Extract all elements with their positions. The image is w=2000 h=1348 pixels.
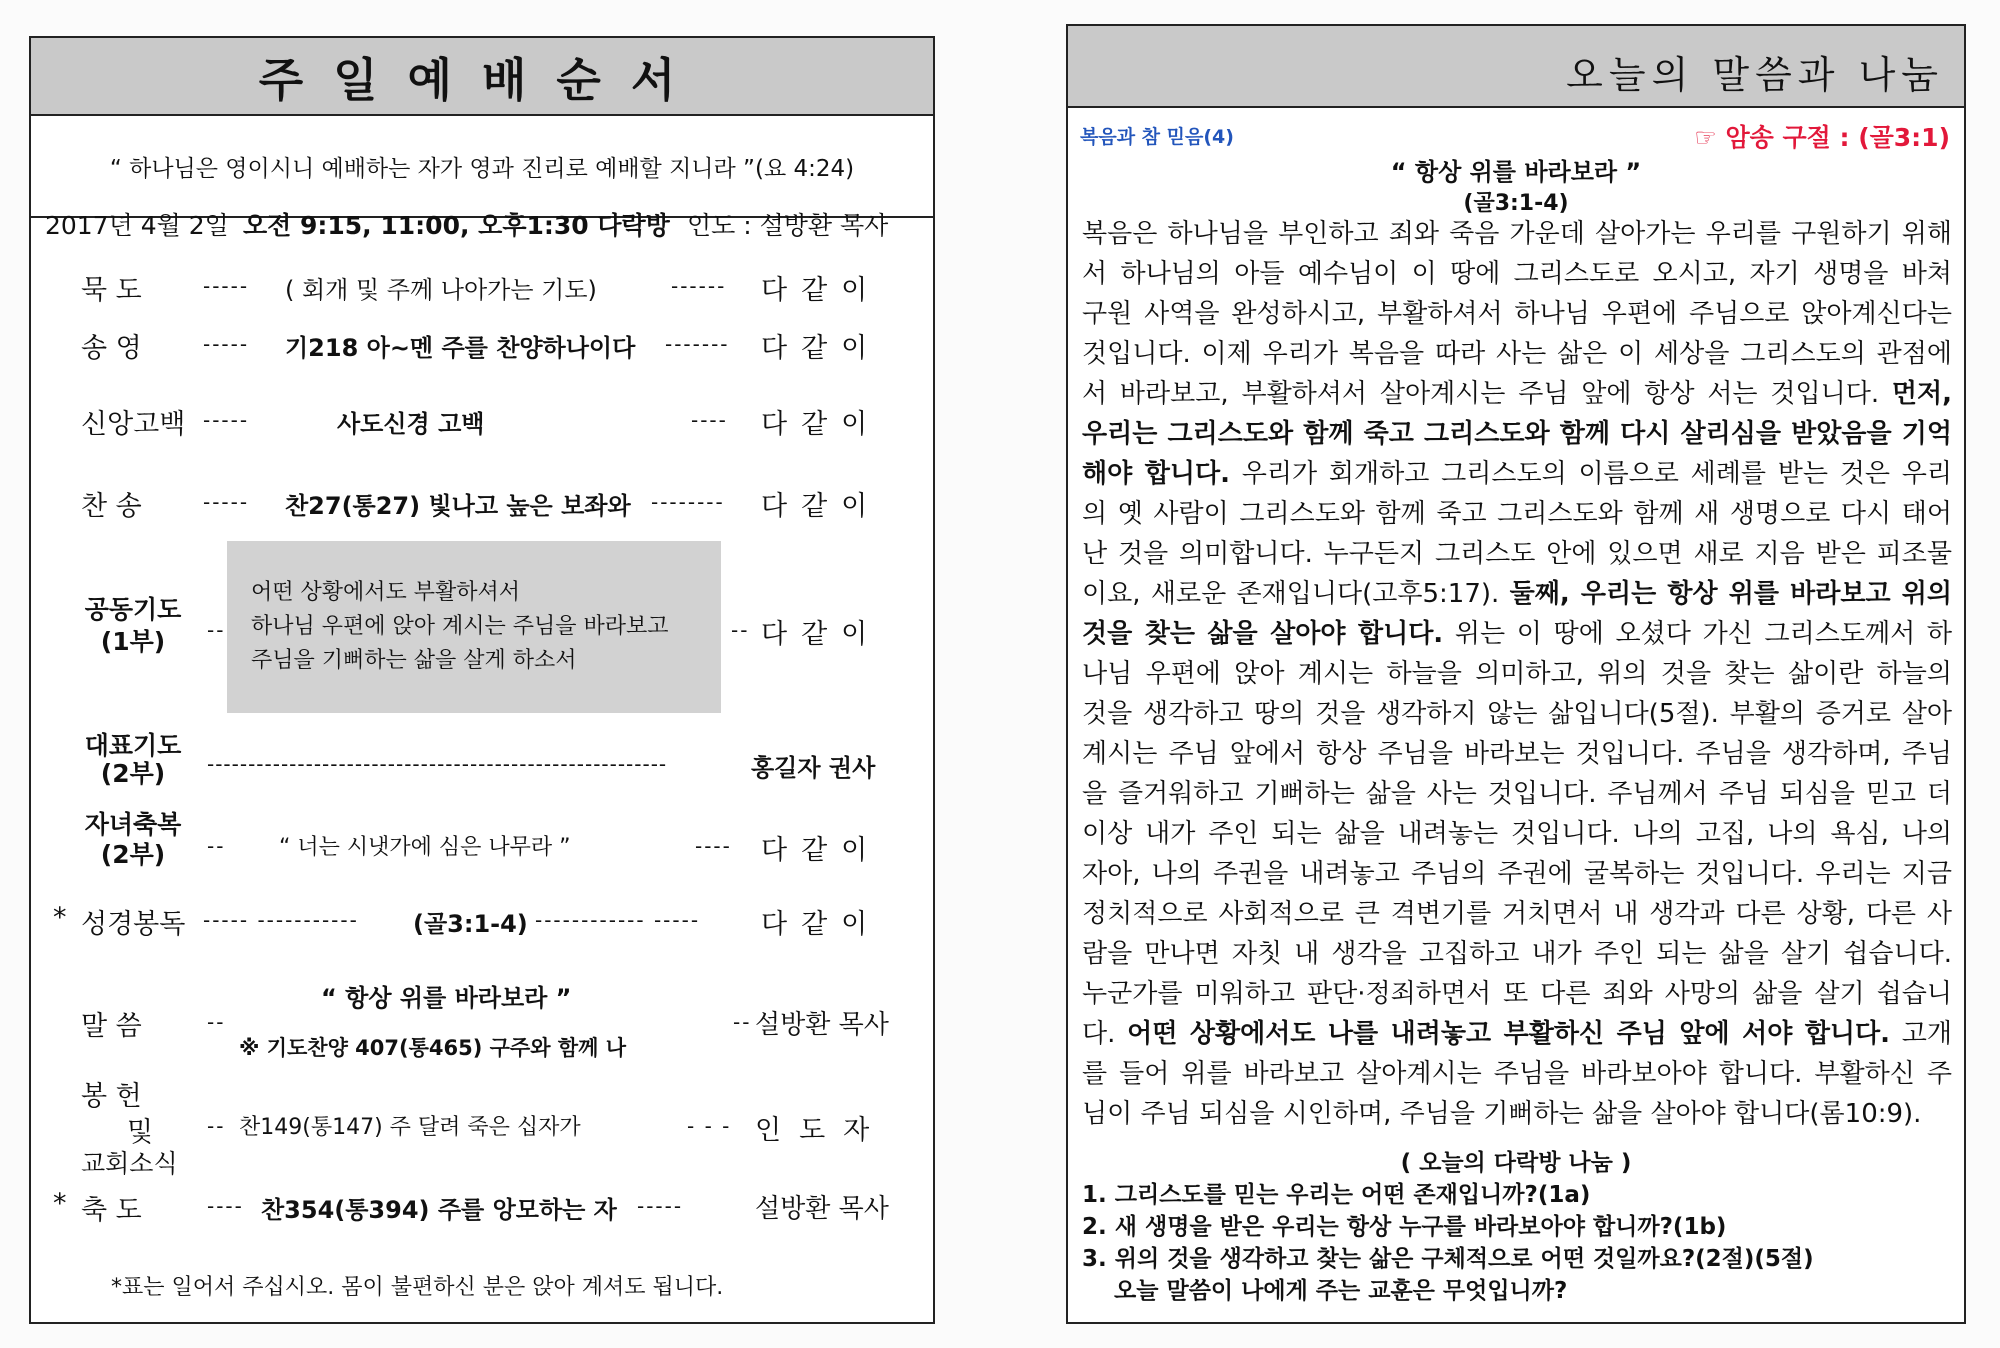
common-prayer-label: 공동기도 bbox=[84, 595, 182, 624]
dash: ---- bbox=[691, 408, 728, 432]
memory-verse: ☞ 암송 구절 : (골3:1) bbox=[1694, 123, 1950, 152]
offering-hymn: 찬149(통147) 주 달려 죽은 십자가 bbox=[239, 1115, 581, 1140]
order-label-doxology: 송 영 bbox=[81, 333, 142, 364]
order-label-offering: 봉 헌 bbox=[81, 1081, 142, 1112]
sermon-text: 어떤 상황에서도 나를 내려놓고 부활하신 주님 앞에 서야 합니다. bbox=[1127, 1019, 1891, 1049]
child-blessing-label: 자녀축복 bbox=[84, 810, 182, 839]
sermon-line bbox=[1082, 1014, 1952, 1054]
order-performer: 다같이 bbox=[761, 619, 882, 650]
common-prayer-line: 하나님 우편에 앉아 계시는 주님을 바라보고 bbox=[251, 614, 669, 639]
sermon-text: 이상 내가 주인 되는 삶을 내려놓는 것입니다. 나의 고집, 나의 욕심, 나의 bbox=[1082, 819, 1952, 849]
sermon-line bbox=[1082, 734, 1952, 774]
order-performer: 다같이 bbox=[761, 491, 882, 522]
order-label-rep-prayer bbox=[73, 732, 193, 788]
sermon-body bbox=[1082, 214, 1952, 1134]
dash: ----- bbox=[203, 274, 250, 298]
sermon-text: 서 바라보고, 부활하셔서 살아계시는 주님 앞에 항상 서는 것입니다. bbox=[1082, 379, 1892, 409]
sermon-line bbox=[1082, 694, 1952, 734]
theme-verse-box bbox=[31, 114, 933, 218]
sermon-text: 님이 주님 되심을 시인하며, 주님을 기뻐하는 삶을 살아야 합니다(롬10:9). bbox=[1082, 1099, 1922, 1129]
sermon-sharing-panel bbox=[1066, 24, 1966, 1324]
sermon-text: 고개 bbox=[1890, 1019, 1952, 1049]
dash: ----- bbox=[203, 490, 250, 514]
sermon-text: 둘째, 우리는 항상 위를 바라보고 위의 bbox=[1509, 579, 1952, 609]
service-date: 2017년 4월 2일 bbox=[45, 211, 229, 240]
sermon-text: 구원 사역을 완성하시고, 부활하셔서 하나님 우편에 주님으로 앉아계신다는 bbox=[1082, 299, 1952, 329]
dash: ----- bbox=[203, 408, 250, 432]
sermon-line bbox=[1082, 254, 1952, 294]
sermon-text: 우리는 그리스도와 함께 죽고 그리스도와 함께 다시 살리심을 받았음을 기억 bbox=[1082, 419, 1952, 449]
worship-order-header bbox=[31, 38, 933, 116]
dash: ------------ ----- bbox=[535, 908, 701, 932]
common-prayer-line: 주님을 기뻐하는 삶을 살게 하소서 bbox=[251, 648, 577, 673]
sharing-title: ( 오늘의 다락방 나눔 ) bbox=[1400, 1150, 1632, 1176]
dash: -- bbox=[207, 834, 226, 858]
sermon-line bbox=[1082, 854, 1952, 894]
dash: -------- bbox=[651, 490, 725, 514]
prayer-hymn: ※ 기도찬양 407(통465) 구주와 함께 나 bbox=[239, 1036, 626, 1060]
order-label-common-prayer bbox=[73, 594, 193, 658]
sermon-text: 누군가를 미워하고 판단·정죄하면서 또 다른 죄와 사망의 삶을 살기 쉽습니 bbox=[1082, 979, 1952, 1009]
rep-prayer-part: (2부) bbox=[100, 759, 166, 788]
order-label-silent-prayer: 묵 도 bbox=[81, 275, 142, 306]
sermon-reference: (골3:1-4) bbox=[1463, 191, 1569, 216]
common-prayer-part: (1부) bbox=[100, 627, 166, 656]
sermon-text: 우리가 회개하고 그리스도의 이름으로 세례를 받는 것은 우리 bbox=[1230, 459, 1952, 489]
rep-prayer-person: 홍길자 권사 bbox=[751, 754, 876, 782]
dash: -------------------------------------------------------- bbox=[207, 752, 668, 776]
order-label-benediction: 축 도 bbox=[81, 1195, 142, 1226]
sermon-line bbox=[1082, 654, 1952, 694]
dash: ----- bbox=[203, 332, 250, 356]
order-label-hymn: 찬 송 bbox=[81, 491, 142, 522]
sermon-text: 를 들어 위를 바라보고 살아계시는 주님을 바라보아야 합니다. 부활하신 주 bbox=[1082, 1059, 1952, 1089]
order-content-doxology: 기218 아~멘 주를 찬양하나이다 bbox=[285, 334, 636, 362]
sermon-line bbox=[1082, 1054, 1952, 1094]
worship-order-title: 주일예배순서 bbox=[258, 53, 706, 107]
sermon-line bbox=[1082, 614, 1952, 654]
order-label-news: 교회소식 bbox=[81, 1149, 178, 1178]
order-label-creed: 신앙고백 bbox=[81, 409, 186, 440]
sermon-sharing-title: 오늘의 말씀과 나눔 bbox=[1566, 53, 1944, 97]
dash: -- bbox=[731, 618, 750, 642]
sermon-line bbox=[1082, 494, 1952, 534]
order-content-silent-prayer: ( 회개 및 주께 나아가는 기도) bbox=[285, 276, 597, 304]
order-performer: 다같이 bbox=[761, 835, 882, 866]
order-content-scripture: (골3:1-4) bbox=[413, 910, 528, 938]
worship-order-panel bbox=[29, 36, 935, 1324]
sermon-line bbox=[1082, 774, 1952, 814]
footnote: *표는 일어서 주십시오. 몸이 불편하신 분은 앉아 계셔도 됩니다. bbox=[111, 1275, 724, 1300]
sermon-line bbox=[1082, 934, 1952, 974]
offering-leader: 인도자 bbox=[755, 1115, 888, 1146]
sermon-text: 것을 찾는 삶을 살아야 합니다. bbox=[1082, 619, 1444, 649]
standing-mark: * bbox=[53, 1188, 67, 1219]
sermon-preacher: 설방환 목사 bbox=[755, 1010, 889, 1040]
sermon-line bbox=[1082, 374, 1952, 414]
sermon-line bbox=[1082, 534, 1952, 574]
order-label-sermon: 말 씀 bbox=[81, 1011, 142, 1042]
series-label: 복음과 참 믿음(4) bbox=[1080, 126, 1234, 148]
sermon-text: 복음은 하나님을 부인하고 죄와 죽음 가운데 살아가는 우리를 구원하기 위해 bbox=[1082, 219, 1952, 249]
rep-prayer-label: 대표기도 bbox=[84, 731, 182, 760]
sermon-text: 먼저, bbox=[1891, 379, 1952, 409]
sermon-text: 이요, 새로운 존재입니다(고후5:17). bbox=[1082, 579, 1510, 609]
dash: ---- bbox=[695, 834, 732, 858]
dash: ----- ----------- bbox=[203, 908, 359, 932]
sermon-text: 난 것을 의미합니다. 누구든지 그리스도 안에 있으면 새로 지음 받은 피조물 bbox=[1082, 539, 1952, 569]
dash: ---- bbox=[207, 1194, 244, 1218]
sharing-question: 3. 위의 것을 생각하고 찾는 삶은 구체적으로 어떤 것일까요?(2절)(5절) bbox=[1082, 1246, 1814, 1272]
sermon-line bbox=[1082, 574, 1952, 614]
child-blessing-part: (2부) bbox=[100, 840, 166, 869]
sermon-sharing-header bbox=[1068, 26, 1964, 108]
sermon-title: “ 항상 위를 바라보라 ” bbox=[321, 984, 572, 1012]
service-times: 오전 9:15, 11:00, 오후1:30 다락방 bbox=[243, 211, 670, 240]
sermon-text: 나님 우편에 앉아 계시는 하늘을 의미하고, 위의 것을 찾는 삶이란 하늘의 bbox=[1082, 659, 1952, 689]
sermon-text: 것입니다. 이제 우리가 복음을 따라 사는 삶은 이 세상을 그리스도의 관점에 bbox=[1082, 339, 1952, 369]
sermon-line bbox=[1082, 894, 1952, 934]
sermon-text: 정치적으로 사회적으로 큰 격변기를 거치면서 내 생각과 다른 상황, 다른 사 bbox=[1082, 899, 1952, 929]
sermon-text: 계시는 주님 앞에서 항상 주님을 바라보는 것입니다. 주님을 생각하며, 주님 bbox=[1082, 739, 1952, 769]
dash: -- bbox=[207, 1114, 226, 1138]
order-label-child-blessing bbox=[73, 810, 193, 870]
dash: -- bbox=[733, 1010, 752, 1034]
benediction-hymn: 찬354(통394) 주를 앙모하는 자 bbox=[261, 1196, 617, 1224]
sermon-line bbox=[1082, 974, 1952, 1014]
sermon-line bbox=[1082, 454, 1952, 494]
order-label-scripture: 성경봉독 bbox=[81, 909, 186, 940]
order-content-creed: 사도신경 고백 bbox=[337, 410, 485, 438]
dash: ------- bbox=[665, 332, 730, 356]
order-performer: 다같이 bbox=[761, 409, 882, 440]
order-content-hymn: 찬27(통27) 빛나고 높은 보좌와 bbox=[285, 492, 631, 520]
order-performer: 다같이 bbox=[761, 275, 882, 306]
dash: -- bbox=[207, 1010, 226, 1034]
sermon-heading: “ 항상 위를 바라보라 ” bbox=[1390, 158, 1642, 186]
theme-verse: “ 하나님은 영이시니 예배하는 자가 영과 진리로 예배할 지니라 ”(요 4:24) bbox=[109, 156, 855, 182]
sermon-line bbox=[1082, 334, 1952, 374]
sermon-text: 자아, 나의 주권을 내려놓고 주님의 주권에 굴복하는 것입니다. 우리는 지금 bbox=[1082, 859, 1952, 889]
order-label-and: 및 bbox=[127, 1117, 154, 1148]
dash: ------ bbox=[671, 274, 727, 298]
dash: ----- bbox=[637, 1194, 684, 1218]
dash: -- bbox=[207, 618, 226, 642]
benediction-minister: 설방환 목사 bbox=[755, 1194, 889, 1224]
sermon-text: 해야 합니다. bbox=[1082, 459, 1231, 489]
service-leader: 인도 : 설방환 목사 bbox=[687, 211, 889, 240]
common-prayer-box bbox=[227, 541, 721, 713]
sermon-line bbox=[1082, 214, 1952, 254]
child-blessing-verse: “ 너는 시냇가에 심은 나무라 ” bbox=[279, 835, 571, 860]
sermon-line bbox=[1082, 294, 1952, 334]
common-prayer-line: 어떤 상황에서도 부활하셔서 bbox=[251, 580, 521, 605]
sermon-text: 람을 만나면 자칫 내 생각을 고집하고 내가 주인 되는 삶을 살기 쉽습니다. bbox=[1082, 939, 1952, 969]
dash: - - - bbox=[687, 1114, 732, 1138]
order-performer: 다같이 bbox=[761, 333, 882, 364]
sermon-line bbox=[1082, 414, 1952, 454]
sermon-text: 것을 생각하고 땅의 것을 생각하지 않는 삶입니다(5절). 부활의 증거로 살아 bbox=[1082, 699, 1952, 729]
sharing-question: 2. 새 생명을 받은 우리는 항상 누구를 바라보아야 합니까?(1b) bbox=[1082, 1214, 1727, 1240]
sermon-text: 서 하나님의 아들 예수님이 이 땅에 그리스도로 오시고, 자기 생명을 바쳐 bbox=[1082, 259, 1952, 289]
sermon-text: 다. bbox=[1082, 1019, 1128, 1049]
standing-mark: * bbox=[53, 902, 67, 933]
sermon-text: 의 옛 사람이 그리스도와 함께 죽고 그리스도와 함께 새 생명으로 다시 태어 bbox=[1082, 499, 1952, 529]
sermon-line bbox=[1082, 1094, 1952, 1134]
sharing-question: 1. 그리스도를 믿는 우리는 어떤 존재입니까?(1a) bbox=[1082, 1182, 1591, 1208]
sermon-text: 위는 이 땅에 오셨다 가신 그리스도께서 하 bbox=[1443, 619, 1952, 649]
sharing-question: 오늘 말씀이 나에게 주는 교훈은 무엇입니까? bbox=[1082, 1278, 1568, 1304]
sermon-line bbox=[1082, 814, 1952, 854]
sermon-text: 을 즐거워하고 기뻐하는 삶을 사는 것입니다. 주님께서 주님 되심을 믿고 더 bbox=[1082, 779, 1952, 809]
order-performer: 다같이 bbox=[761, 909, 882, 940]
